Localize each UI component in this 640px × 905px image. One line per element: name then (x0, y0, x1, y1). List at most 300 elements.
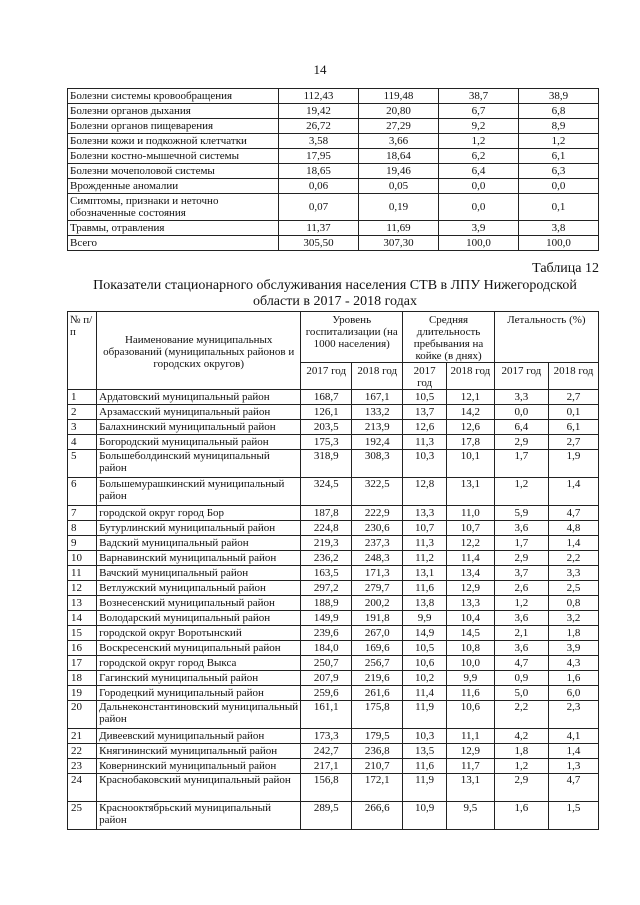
value-cell: 2,9 (494, 774, 548, 802)
value-cell: 213,9 (352, 420, 403, 435)
value-cell: 13,7 (403, 405, 447, 420)
value-cell: 167,1 (352, 390, 403, 405)
value-cell: 1,5 (548, 802, 598, 830)
row-number: 24 (68, 774, 97, 802)
table-row (68, 686, 599, 701)
value-cell: 14,5 (446, 626, 494, 641)
value-cell: 8,9 (519, 119, 599, 134)
value-cell: 0,05 (359, 179, 439, 194)
value-cell: 187,8 (301, 506, 352, 521)
value-cell: 6,1 (519, 149, 599, 164)
disease-name: Врожденные аномалии (68, 179, 279, 194)
row-number: 13 (68, 596, 97, 611)
value-cell: 175,3 (301, 435, 352, 450)
value-cell: 156,8 (301, 774, 352, 802)
value-cell: 2,7 (548, 435, 598, 450)
table-row (68, 671, 599, 686)
row-number: 11 (68, 566, 97, 581)
value-cell: 3,6 (494, 641, 548, 656)
value-cell: 203,5 (301, 420, 352, 435)
value-cell: 0,0 (439, 194, 519, 221)
value-cell: 27,29 (359, 119, 439, 134)
value-cell: 318,9 (301, 450, 352, 478)
value-cell: 1,2 (439, 134, 519, 149)
value-cell: 11,7 (446, 759, 494, 774)
value-cell: 179,5 (352, 729, 403, 744)
district-name: городской округ Воротынский (97, 626, 301, 641)
table-row (68, 566, 599, 581)
row-number: 7 (68, 506, 97, 521)
row-number: 18 (68, 671, 97, 686)
value-cell: 236,8 (352, 744, 403, 759)
value-cell: 13,3 (446, 596, 494, 611)
row-number: 1 (68, 390, 97, 405)
table-row (68, 744, 599, 759)
table-row (68, 164, 599, 179)
value-cell: 12,2 (446, 536, 494, 551)
value-cell: 6,4 (494, 420, 548, 435)
table-row (68, 759, 599, 774)
value-cell: 267,0 (352, 626, 403, 641)
value-cell: 6,4 (439, 164, 519, 179)
value-cell: 6,3 (519, 164, 599, 179)
district-name: Ардатовский муниципальный район (97, 390, 301, 405)
value-cell: 26,72 (279, 119, 359, 134)
value-cell: 200,2 (352, 596, 403, 611)
value-cell: 9,5 (446, 802, 494, 830)
value-cell: 237,3 (352, 536, 403, 551)
value-cell: 3,6 (494, 611, 548, 626)
value-cell: 20,80 (359, 104, 439, 119)
header-row (68, 312, 599, 363)
value-cell: 3,9 (548, 641, 598, 656)
table-row (68, 521, 599, 536)
value-cell: 188,9 (301, 596, 352, 611)
value-cell: 100,0 (439, 236, 519, 251)
value-cell: 175,8 (352, 701, 403, 729)
table-row (68, 551, 599, 566)
value-cell: 9,9 (446, 671, 494, 686)
disease-name: Болезни органов пищеварения (68, 119, 279, 134)
table-row (68, 506, 599, 521)
table-row (68, 194, 599, 221)
value-cell: 13,1 (403, 566, 447, 581)
disease-name: Травмы, отравления (68, 221, 279, 236)
value-cell: 4,7 (494, 656, 548, 671)
disease-name: Болезни органов дыхания (68, 104, 279, 119)
value-cell: 13,1 (446, 478, 494, 506)
district-name: Дальнеконстантиновский муниципальный район (97, 701, 301, 729)
page-number: 14 (313, 62, 327, 77)
value-cell: 4,2 (494, 729, 548, 744)
year-2017: 2017 год (494, 363, 548, 390)
value-cell: 4,1 (548, 729, 598, 744)
value-cell: 1,6 (548, 671, 598, 686)
value-cell: 12,8 (403, 478, 447, 506)
value-cell: 6,0 (548, 686, 598, 701)
value-cell: 207,9 (301, 671, 352, 686)
district-name: Воскресенский муниципальный район (97, 641, 301, 656)
district-name: Большеболдинский муниципальный район (97, 450, 301, 478)
row-number: 5 (68, 450, 97, 478)
value-cell: 3,2 (548, 611, 598, 626)
value-cell: 161,1 (301, 701, 352, 729)
value-cell: 38,7 (439, 89, 519, 104)
value-cell: 14,9 (403, 626, 447, 641)
table-label: Таблица 12 (532, 261, 599, 276)
table-row (68, 656, 599, 671)
district-name: Ковернинский муниципальный район (97, 759, 301, 774)
value-cell: 324,5 (301, 478, 352, 506)
value-cell: 10,2 (403, 671, 447, 686)
value-cell: 10,9 (403, 802, 447, 830)
value-cell: 0,0 (494, 405, 548, 420)
header-num: № п/п (68, 312, 97, 390)
value-cell: 2,1 (494, 626, 548, 641)
value-cell: 2,9 (494, 435, 548, 450)
value-cell: 13,8 (403, 596, 447, 611)
value-cell: 1,7 (494, 536, 548, 551)
table-row (68, 536, 599, 551)
value-cell: 3,9 (439, 221, 519, 236)
value-cell: 168,7 (301, 390, 352, 405)
table-row (68, 626, 599, 641)
value-cell: 308,3 (352, 450, 403, 478)
value-cell: 10,1 (446, 450, 494, 478)
row-number: 25 (68, 802, 97, 830)
value-cell: 250,7 (301, 656, 352, 671)
value-cell: 1,2 (494, 759, 548, 774)
value-cell: 38,9 (519, 89, 599, 104)
value-cell: 13,1 (446, 774, 494, 802)
district-name: Краснобаковский муниципальный район (97, 774, 301, 802)
value-cell: 322,5 (352, 478, 403, 506)
row-number: 6 (68, 478, 97, 506)
table-row (68, 134, 599, 149)
district-name: Варнавинский муниципальный район (97, 551, 301, 566)
row-number: 9 (68, 536, 97, 551)
table-row (68, 774, 599, 802)
value-cell: 10,6 (446, 701, 494, 729)
district-name: городской округ город Выкса (97, 656, 301, 671)
value-cell: 0,9 (494, 671, 548, 686)
value-cell: 242,7 (301, 744, 352, 759)
disease-name: Болезни мочеполовой системы (68, 164, 279, 179)
value-cell: 217,1 (301, 759, 352, 774)
row-number: 19 (68, 686, 97, 701)
value-cell: 12,9 (446, 744, 494, 759)
value-cell: 3,58 (279, 134, 359, 149)
table-row (68, 596, 599, 611)
table-row (68, 420, 599, 435)
disease-name: Болезни системы кровообращения (68, 89, 279, 104)
table-row (68, 179, 599, 194)
table-row (68, 802, 599, 830)
row-number: 23 (68, 759, 97, 774)
value-cell: 126,1 (301, 405, 352, 420)
value-cell: 3,3 (548, 566, 598, 581)
value-cell: 1,9 (548, 450, 598, 478)
value-cell: 12,1 (446, 390, 494, 405)
value-cell: 224,8 (301, 521, 352, 536)
district-name: Ветлужский муниципальный район (97, 581, 301, 596)
value-cell: 1,8 (548, 626, 598, 641)
table-row (68, 89, 599, 104)
value-cell: 10,3 (403, 729, 447, 744)
value-cell: 100,0 (519, 236, 599, 251)
row-number: 22 (68, 744, 97, 759)
district-name: Володарский муниципальный район (97, 611, 301, 626)
value-cell: 307,30 (359, 236, 439, 251)
value-cell: 9,2 (439, 119, 519, 134)
value-cell: 1,4 (548, 536, 598, 551)
value-cell: 10,0 (446, 656, 494, 671)
value-cell: 18,65 (279, 164, 359, 179)
value-cell: 256,7 (352, 656, 403, 671)
value-cell: 10,7 (446, 521, 494, 536)
value-cell: 0,19 (359, 194, 439, 221)
value-cell: 133,2 (352, 405, 403, 420)
value-cell: 19,46 (359, 164, 439, 179)
row-number: 17 (68, 656, 97, 671)
header-hospitalization: Уровень госпитализации (на 1000 населения) (301, 312, 403, 363)
district-name: Балахнинский муниципальный район (97, 420, 301, 435)
value-cell: 4,7 (548, 774, 598, 802)
value-cell: 10,7 (403, 521, 447, 536)
year-2018: 2018 год (446, 363, 494, 390)
district-name: городской округ город Бор (97, 506, 301, 521)
district-name: Вачский муниципальный район (97, 566, 301, 581)
value-cell: 11,3 (403, 435, 447, 450)
value-cell: 2,6 (494, 581, 548, 596)
year-2018: 2018 год (352, 363, 403, 390)
value-cell: 10,6 (403, 656, 447, 671)
value-cell: 149,9 (301, 611, 352, 626)
year-2017: 2017 год (301, 363, 352, 390)
year-2018: 2018 год (548, 363, 598, 390)
row-number: 10 (68, 551, 97, 566)
value-cell: 19,42 (279, 104, 359, 119)
disease-name: Болезни кожи и подкожной клетчатки (68, 134, 279, 149)
value-cell: 248,3 (352, 551, 403, 566)
hospital-service-table (67, 311, 599, 830)
value-cell: 2,2 (494, 701, 548, 729)
value-cell: 4,8 (548, 521, 598, 536)
value-cell: 6,7 (439, 104, 519, 119)
table-row (68, 435, 599, 450)
table-row (68, 641, 599, 656)
district-name: Богородский муниципальный район (97, 435, 301, 450)
district-name: Княгининский муниципальный район (97, 744, 301, 759)
value-cell: 173,3 (301, 729, 352, 744)
district-name: Дивеевский муниципальный район (97, 729, 301, 744)
value-cell: 112,43 (279, 89, 359, 104)
value-cell: 191,8 (352, 611, 403, 626)
table-row (68, 149, 599, 164)
value-cell: 11,4 (446, 551, 494, 566)
value-cell: 17,8 (446, 435, 494, 450)
value-cell: 0,1 (548, 405, 598, 420)
table-row (68, 119, 599, 134)
value-cell: 12,6 (403, 420, 447, 435)
value-cell: 11,0 (446, 506, 494, 521)
value-cell: 230,6 (352, 521, 403, 536)
value-cell: 0,0 (519, 179, 599, 194)
value-cell: 305,50 (279, 236, 359, 251)
value-cell: 169,6 (352, 641, 403, 656)
table-row (68, 729, 599, 744)
header-name: Наименование муниципальных образований (муниципальных районов и городских округов) (97, 312, 301, 390)
value-cell: 3,6 (494, 521, 548, 536)
value-cell: 172,1 (352, 774, 403, 802)
row-number: 15 (68, 626, 97, 641)
value-cell: 13,5 (403, 744, 447, 759)
value-cell: 261,6 (352, 686, 403, 701)
value-cell: 11,4 (403, 686, 447, 701)
table-row (68, 611, 599, 626)
row-number: 3 (68, 420, 97, 435)
value-cell: 1,6 (494, 802, 548, 830)
row-number: 4 (68, 435, 97, 450)
district-name: Вадский муниципальный район (97, 536, 301, 551)
value-cell: 289,5 (301, 802, 352, 830)
value-cell: 11,6 (446, 686, 494, 701)
value-cell: 259,6 (301, 686, 352, 701)
value-cell: 11,6 (403, 759, 447, 774)
value-cell: 2,2 (548, 551, 598, 566)
disease-name: Симптомы, признаки и неточно обозначенные состояния (68, 194, 279, 221)
value-cell: 11,9 (403, 701, 447, 729)
row-number: 20 (68, 701, 97, 729)
district-name: Краснооктябрьский муниципальный район (97, 802, 301, 830)
row-number: 8 (68, 521, 97, 536)
row-number: 2 (68, 405, 97, 420)
value-cell: 3,3 (494, 390, 548, 405)
row-number: 12 (68, 581, 97, 596)
value-cell: 0,8 (548, 596, 598, 611)
value-cell: 2,5 (548, 581, 598, 596)
value-cell: 1,2 (494, 478, 548, 506)
value-cell: 4,7 (548, 506, 598, 521)
table-row (68, 478, 599, 506)
value-cell: 219,3 (301, 536, 352, 551)
value-cell: 13,4 (446, 566, 494, 581)
value-cell: 6,2 (439, 149, 519, 164)
value-cell: 192,4 (352, 435, 403, 450)
value-cell: 10,5 (403, 641, 447, 656)
value-cell: 1,2 (494, 596, 548, 611)
value-cell: 1,3 (548, 759, 598, 774)
table-row (68, 581, 599, 596)
value-cell: 1,4 (548, 478, 598, 506)
table-row (68, 701, 599, 729)
value-cell: 5,0 (494, 686, 548, 701)
district-name: Гагинский муниципальный район (97, 671, 301, 686)
district-name: Городецкий муниципальный район (97, 686, 301, 701)
table-row (68, 104, 599, 119)
value-cell: 17,95 (279, 149, 359, 164)
district-name: Вознесенский муниципальный район (97, 596, 301, 611)
row-number: 14 (68, 611, 97, 626)
value-cell: 1,4 (548, 744, 598, 759)
value-cell: 10,3 (403, 450, 447, 478)
value-cell: 9,9 (403, 611, 447, 626)
value-cell: 210,7 (352, 759, 403, 774)
value-cell: 279,7 (352, 581, 403, 596)
value-cell: 11,69 (359, 221, 439, 236)
table-title: Показатели стационарного обслуживания населения СТВ в ЛПУ Нижегородской области в 2017 - 2018 годах (93, 278, 577, 309)
value-cell: 222,9 (352, 506, 403, 521)
value-cell: 5,9 (494, 506, 548, 521)
value-cell: 11,37 (279, 221, 359, 236)
value-cell: 119,48 (359, 89, 439, 104)
disease-name: Болезни костно-мышечной системы (68, 149, 279, 164)
value-cell: 236,2 (301, 551, 352, 566)
value-cell: 3,66 (359, 134, 439, 149)
value-cell: 3,7 (494, 566, 548, 581)
value-cell: 0,07 (279, 194, 359, 221)
value-cell: 10,4 (446, 611, 494, 626)
district-name: Арзамасский муниципальный район (97, 405, 301, 420)
row-number: 21 (68, 729, 97, 744)
value-cell: 0,06 (279, 179, 359, 194)
disease-name: Всего (68, 236, 279, 251)
value-cell: 11,2 (403, 551, 447, 566)
disease-structure-table (67, 88, 599, 251)
table-row (68, 450, 599, 478)
district-name: Бутурлинский муниципальный район (97, 521, 301, 536)
value-cell: 184,0 (301, 641, 352, 656)
value-cell: 10,5 (403, 390, 447, 405)
value-cell: 11,9 (403, 774, 447, 802)
value-cell: 297,2 (301, 581, 352, 596)
value-cell: 2,9 (494, 551, 548, 566)
value-cell: 18,64 (359, 149, 439, 164)
table-row (68, 236, 599, 251)
value-cell: 13,3 (403, 506, 447, 521)
value-cell: 6,8 (519, 104, 599, 119)
table-row (68, 390, 599, 405)
value-cell: 6,1 (548, 420, 598, 435)
value-cell: 10,8 (446, 641, 494, 656)
value-cell: 11,1 (446, 729, 494, 744)
value-cell: 0,1 (519, 194, 599, 221)
value-cell: 11,6 (403, 581, 447, 596)
value-cell: 1,7 (494, 450, 548, 478)
header-mortality: Летальность (%) (494, 312, 598, 363)
value-cell: 163,5 (301, 566, 352, 581)
value-cell: 14,2 (446, 405, 494, 420)
value-cell: 11,3 (403, 536, 447, 551)
value-cell: 0,0 (439, 179, 519, 194)
table-row (68, 405, 599, 420)
header-avg-stay: Средняя длительность пребывания на койке (в днях) (403, 312, 495, 363)
value-cell: 219,6 (352, 671, 403, 686)
value-cell: 1,2 (519, 134, 599, 149)
value-cell: 266,6 (352, 802, 403, 830)
value-cell: 171,3 (352, 566, 403, 581)
value-cell: 2,7 (548, 390, 598, 405)
value-cell: 239,6 (301, 626, 352, 641)
value-cell: 12,9 (446, 581, 494, 596)
row-number: 16 (68, 641, 97, 656)
value-cell: 12,6 (446, 420, 494, 435)
table-row (68, 221, 599, 236)
value-cell: 2,3 (548, 701, 598, 729)
value-cell: 1,8 (494, 744, 548, 759)
value-cell: 3,8 (519, 221, 599, 236)
value-cell: 4,3 (548, 656, 598, 671)
